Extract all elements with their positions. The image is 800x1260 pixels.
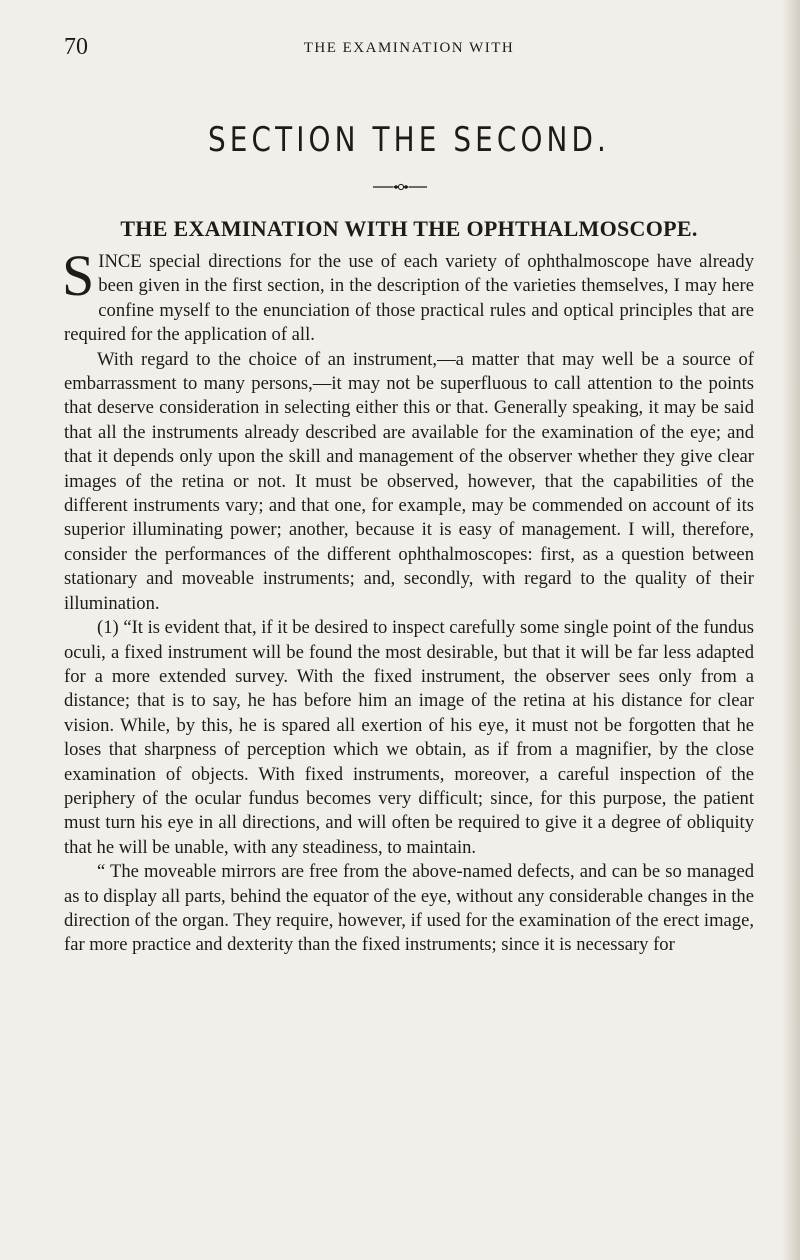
paragraph-4: “ The moveable mirrors are free from the above-named defects, and can be so managed as to display all parts, behind the equator of the eye, without any considerable changes in the direction of the organ. They require, however, if used for the examination of the erect image, far more practice and dexterity than the fixed instruments; since it is necessary for bbox=[64, 861, 754, 956]
paragraph-1-text: INCE special directions for the use of each variety of ophthalmoscope have already been given in the first section, in the description of the varieties themselves, I may here confine myself to the enunciation of those practical rules and optical principles that are required for the application of all. bbox=[64, 251, 754, 346]
section-heading: SECTION THE SECOND. bbox=[208, 120, 610, 160]
ornament-divider-icon bbox=[371, 181, 429, 193]
paragraph-3: (1) “It is evident that, if it be desired to inspect carefully some single point of the fundus oculi, a fixed instrument will be found the most desirable, but that it will be far less adapted for a more extended survey. With the fixed instrument, the observer sees only from a distance; that is to say, he has before him an image of the retina at his distance for clear vision. While, by this, he is spared all exertion of his eye, it must not be forgotten that he loses that sharpness of perception which we obtain, as if from a magnifier, by the close examination of objects. With fixed instruments, moreover, a careful inspection of the periphery of the ocular fundus becomes very difficult; since, for this purpose, the patient must turn his eye in all directions, and will often be required to give it a degree of obliquity that he will be unable, with any steadiness, to maintain. bbox=[64, 617, 754, 858]
drop-cap: S bbox=[62, 243, 95, 308]
chapter-title: THE EXAMINATION WITH THE OPHTHALMOSCOPE. bbox=[120, 216, 698, 241]
paragraph-1 bbox=[62, 243, 754, 348]
body-text bbox=[62, 243, 754, 958]
running-title: THE EXAMINATION WITH bbox=[303, 40, 515, 56]
paragraph-2: With regard to the choice of an instrument,—a matter that may well be a source of embarrassment to many persons,—it may not be superfluous to call attention to the points that deserve consideration in selecting either this or that. Generally speaking, it may be said that all the instruments already described are available for the examination of the eye; and that it depends only upon the skill and management of the observer whether they give clear images of the retina or not. It must be observed, however, that the capabilities of the different instruments vary; and that one, for example, may be commended on account of its superior illuminating power; another, because it is easy of management. I will, therefore, consider the performances of the different ophthalmoscopes: first, as a question between stationary and moveable instruments; and, secondly, with regard to the quality of their illumination. bbox=[64, 348, 754, 614]
page-edge-shadow bbox=[782, 0, 800, 1260]
running-head bbox=[64, 30, 754, 60]
page-number: 70 bbox=[64, 34, 88, 60]
